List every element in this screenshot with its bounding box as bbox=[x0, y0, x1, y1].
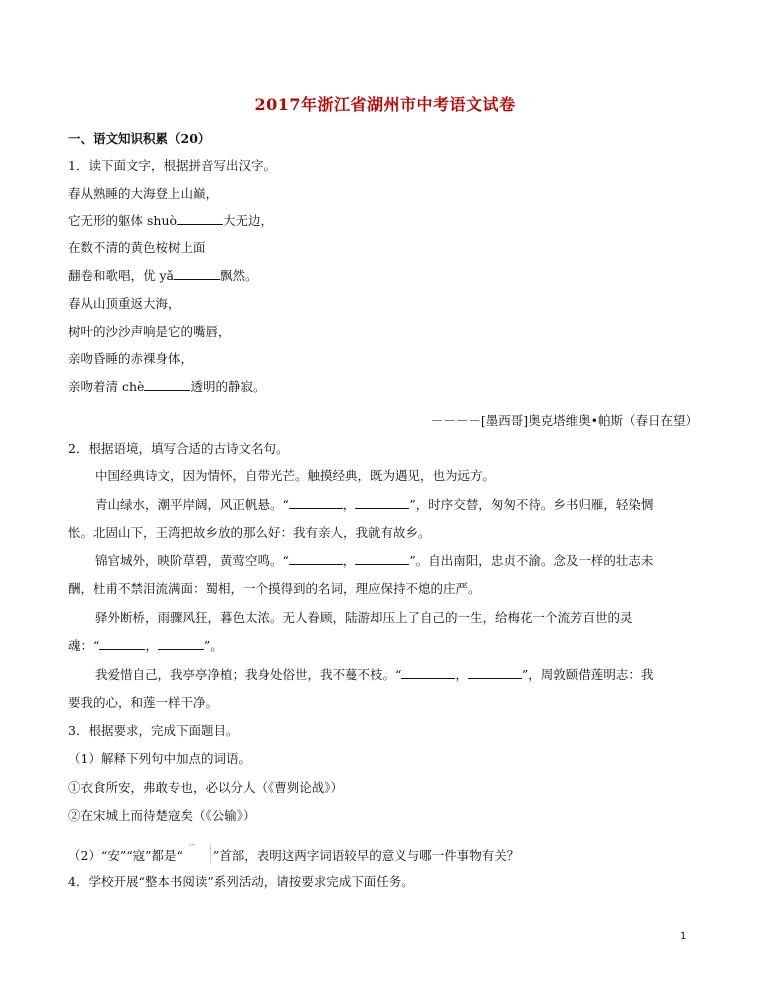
question-1-prompt: 1．读下面文字，根据拼音写出汉字。 bbox=[68, 158, 276, 173]
question-2-prompt: 2．根据语境，填写合适的古诗文名句。 bbox=[68, 441, 289, 456]
text: ”首部，表明这两字词语较早的意义与哪一件事物有关？ bbox=[212, 848, 520, 863]
page-number: 1 bbox=[680, 931, 687, 942]
text: ， bbox=[145, 638, 158, 653]
text: ， bbox=[342, 553, 356, 568]
q2-paragraph-3 bbox=[95, 553, 653, 569]
poem-line-2-end: 大无边， bbox=[223, 213, 274, 228]
q3-sub-1: （1）解释下列句中加点的词语。 bbox=[68, 751, 251, 766]
q3-sub-2 bbox=[68, 845, 519, 864]
answer-blank[interactable] bbox=[177, 213, 223, 225]
poem-line-5: 春从山顶重返大海， bbox=[68, 296, 181, 311]
poem-line-8-start: 亲吻着清 chè bbox=[68, 379, 145, 394]
text: 青山绿水，潮平岸阔，风正帆悬。“ bbox=[95, 497, 289, 512]
text: 魂：“ bbox=[68, 638, 100, 653]
poem-line-6: 树叶的沙沙声响是它的嘴唇， bbox=[68, 324, 231, 339]
section-heading: 一、语文知识积累（20） bbox=[68, 131, 211, 146]
answer-blank[interactable] bbox=[401, 667, 455, 679]
page-title: 2017年浙江省湖州市中考语文试卷 bbox=[254, 95, 516, 114]
q3-item-2: ②在宋城上而待楚寇矣（《公输》） bbox=[68, 808, 256, 823]
poem-line-4 bbox=[68, 268, 258, 284]
poem-line-3: 在数不清的黄色桉树上面 bbox=[68, 240, 206, 255]
q2-paragraph-2-cont: 怅。北固山下，王湾把故乡放的那么好：我有亲人，我就有故乡。 bbox=[68, 525, 431, 540]
image-edge bbox=[210, 845, 211, 863]
text: ”，周敦颐借莲明志：我 bbox=[521, 667, 654, 682]
q2-paragraph-5-cont: 要我的心，和莲一样干净。 bbox=[68, 695, 219, 710]
answer-blank[interactable] bbox=[355, 553, 409, 565]
answer-blank[interactable] bbox=[355, 497, 409, 509]
answer-blank[interactable] bbox=[289, 497, 343, 509]
poem-line-2 bbox=[68, 213, 273, 229]
answer-blank[interactable] bbox=[468, 667, 522, 679]
q3-item-1: ①衣食所安，弗敢专也，必以分人（《曹刿论战》） bbox=[68, 780, 344, 795]
text: 我爱惜自己，我亭亭净植；我身处俗世，我不蔓不枝。“ bbox=[95, 667, 402, 682]
question-3-prompt: 3．根据要求，完成下面题目。 bbox=[68, 723, 239, 738]
answer-blank[interactable] bbox=[289, 553, 343, 565]
text: ”。 bbox=[203, 638, 223, 653]
poem-line-2-start: 它无形的躯体 shuò bbox=[68, 213, 178, 228]
q2-paragraph-4-cont bbox=[68, 638, 223, 654]
answer-blank[interactable] bbox=[158, 638, 204, 650]
roof-radical-icon: 宀 bbox=[188, 843, 196, 851]
poem-source: －－－－[墨西哥]奥克塔维奥•帕斯（春日在望） bbox=[430, 413, 698, 428]
q2-paragraph-2 bbox=[95, 497, 653, 513]
poem-line-7: 亲吻昏睡的赤裸身体， bbox=[68, 351, 194, 366]
q2-paragraph-5 bbox=[95, 667, 653, 683]
q2-paragraph-3-cont: 酬，杜甫不禁泪流满面：蜀相，一个摸得到的名词，理应保持不熄的庄严。 bbox=[68, 581, 481, 596]
q2-paragraph-4: 驿外断桥，雨骤风狂，暮色太浓。无人眷顾，陆游却压上了自己的一生，给梅花一个流芳百世的灵 bbox=[95, 610, 633, 625]
radical-image bbox=[185, 845, 211, 863]
text: ”。自出南阳，忠贞不渝。念及一样的壮志未 bbox=[409, 553, 654, 568]
q2-paragraph-1: 中国经典诗文，因为情怀，自带光芒。触摸经典，既为遇见，也为远方。 bbox=[95, 468, 496, 483]
text: ”，时序交替，匆匆不待。乡书归雁，轻染惆 bbox=[409, 497, 654, 512]
poem-line-4-start: 翻卷和歌唱，优 yǎ bbox=[68, 268, 174, 283]
answer-blank[interactable] bbox=[144, 379, 190, 391]
question-4-prompt: 4．学校开展“整本书阅读”系列活动，请按要求完成下面任务。 bbox=[68, 874, 414, 889]
text: （2）“安”“寇”都是“ bbox=[68, 848, 183, 863]
answer-blank[interactable] bbox=[99, 638, 145, 650]
poem-line-4-end: 飘然。 bbox=[220, 268, 258, 283]
text: ， bbox=[455, 667, 468, 682]
poem-line-8 bbox=[68, 379, 265, 395]
answer-blank[interactable] bbox=[174, 268, 220, 280]
text: 锦官城外，映阶草碧，黄莺空鸣。“ bbox=[95, 553, 289, 568]
text: ， bbox=[342, 497, 356, 512]
poem-line-1: 春从熟睡的大海登上山巅， bbox=[68, 186, 219, 201]
poem-line-8-end: 透明的静寂。 bbox=[190, 379, 266, 394]
